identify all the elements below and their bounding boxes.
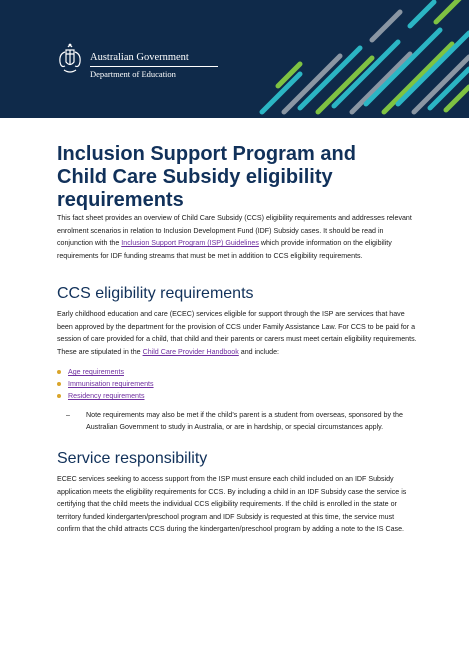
immunisation-requirements-link[interactable]: Immunisation requirements bbox=[68, 380, 154, 388]
ccs-paragraph bbox=[57, 308, 419, 358]
page-title-line-2: Child Care Subsidy eligibility bbox=[57, 166, 333, 188]
document-body bbox=[57, 143, 419, 536]
bullet-icon bbox=[57, 382, 61, 386]
requirements-list bbox=[57, 366, 419, 402]
intro-text-1: This fact sheet provides an overview of Child Care Subsidy (CCS) eligibility requirements and addresses relevant enrolment scenarios in relation to Inclusion Development Fund (IDF) Subsidy cases. It should be read in conjunction with the bbox=[57, 214, 412, 247]
isp-guidelines-link[interactable]: Inclusion Support Program (ISP) Guidelines bbox=[121, 239, 259, 247]
list-item bbox=[57, 390, 419, 402]
logo-divider bbox=[90, 66, 218, 67]
intro-text-2: which provide information on the eligibility requirements for IDF funding streams that must be met in addition to CCS eligibility requirements. bbox=[57, 239, 392, 260]
org-name-line-2: Department of Education bbox=[90, 69, 176, 79]
note-text: Note requirements may also be met if the child’s parent is a student from overseas, sponsored by the Australian Government to study in Australia, or are in hardship, or special circumstances apply. bbox=[86, 411, 403, 431]
intro-paragraph bbox=[57, 212, 419, 262]
residency-requirements-link[interactable]: Residency requirements bbox=[68, 392, 145, 400]
service-paragraph: ECEC services seeking to access support from the ISP must ensure each child included on an IDF Subsidy application meets the eligibility requirements for CCS. By including a child in an IDF Subsidy case the service is certifying that the child meets the individual CCS eligibility requirements. If the child is enrolled in the state or territory funded kindergarten/preschool program and IDF Subsidy is requested at this time, the service must confirm that the child attracts CCS during the kindergarten/preschool program by adding a note to the IS Case. bbox=[57, 475, 407, 533]
header-banner bbox=[0, 0, 469, 118]
page-title-line-1: Inclusion Support Program and bbox=[57, 143, 356, 165]
australian-government-logo bbox=[56, 42, 216, 86]
note-dash: – bbox=[66, 411, 70, 419]
bullet-icon bbox=[57, 370, 61, 374]
coat-of-arms-icon bbox=[56, 42, 84, 82]
page-title bbox=[57, 143, 419, 212]
provider-handbook-link[interactable]: Child Care Provider Handbook bbox=[142, 347, 239, 356]
age-requirements-link[interactable]: Age requirements bbox=[68, 368, 124, 376]
note-item bbox=[66, 409, 419, 433]
org-name-line-1: Australian Government bbox=[90, 52, 189, 63]
list-item bbox=[57, 366, 419, 378]
ccs-text-1: Early childhood education and care (ECEC) services eligible for support through the ISP are services that have been approved by the department for the provision of CCS under Family Assistance Law. For CCS to be paid for a session of care provided for a child, that child and their parents or carers must meet certain eligibility requirements. These are stipulated in the bbox=[57, 310, 417, 356]
bullet-icon bbox=[57, 394, 61, 398]
service-section-heading: Service responsibility bbox=[57, 450, 208, 467]
ccs-text-2: and include: bbox=[238, 347, 280, 356]
list-item bbox=[57, 378, 419, 390]
page-title-line-3: requirements bbox=[57, 189, 184, 211]
ccs-section-heading: CCS eligibility requirements bbox=[57, 285, 254, 302]
